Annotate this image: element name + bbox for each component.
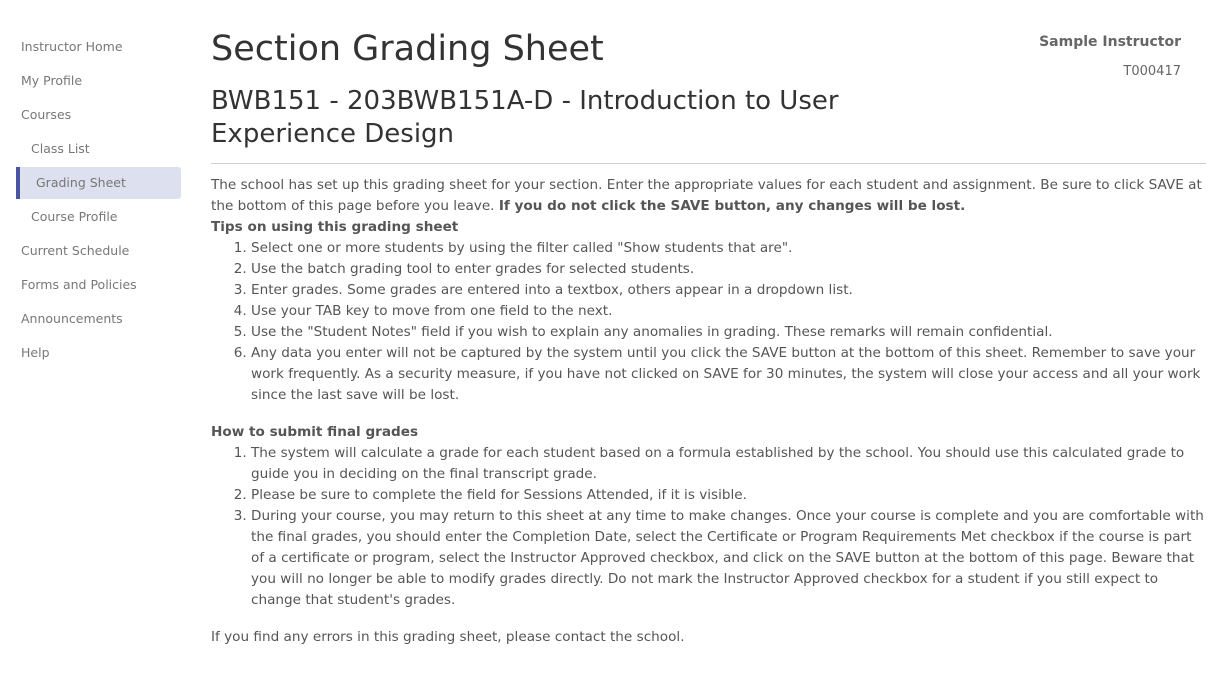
course-title: BWB151 - 203BWB151A-D - Introduction to User Experience Design [211, 86, 839, 149]
list-item: 1. Select one or more students by using the filter called "Show students that are". [251, 238, 1206, 259]
sidebar-item-grading-sheet[interactable]: Grading Sheet [16, 167, 181, 199]
sidebar-nav [16, 30, 181, 370]
list-item: 3. During your course, you may return to this sheet at any time to make changes. Once your course is complete and you are comfortable with the final grades, you should enter the Completion Date, select the Certificate or Program Requirements Met checkbox if the course is part of a certificate or program, select the Instructor Approved checkbox, and click on the SAVE button at the bottom of this page. Beware that you will no longer be able to modify grades directly. Do not mark the Instructor Approved checkbox for a student if you still expect to change that student's grades. [251, 506, 1206, 611]
list-item: 2. Please be sure to complete the field for Sessions Attended, if it is visible. [251, 485, 1206, 506]
instructions [211, 175, 1206, 648]
user-info [1039, 32, 1181, 81]
user-name: Sample Instructor [1039, 34, 1181, 50]
sidebar-item-course-profile[interactable]: Course Profile [31, 209, 118, 224]
sidebar-item-my-profile[interactable]: My Profile [21, 73, 83, 88]
list-item: 4. Use your TAB key to move from one field to the next. [251, 301, 1206, 322]
sidebar-item-class-list[interactable]: Class List [31, 141, 90, 156]
user-id: T000417 [1123, 64, 1181, 79]
intro-warning: If you do not click the SAVE button, any changes will be lost. [498, 198, 966, 214]
list-item: 5. Use the "Student Notes" field if you wish to explain any anomalies in grading. These remarks will remain confidential. [251, 322, 1206, 343]
list-item: 1. The system will calculate a grade for each student based on a formula established by the school. You should use this calculated grade to guide you in deciding on the final transcript grade. [251, 443, 1206, 485]
sidebar-item-courses[interactable]: Courses [21, 107, 72, 122]
sidebar-item-announcements[interactable]: Announcements [21, 311, 123, 326]
tips-list [211, 238, 1206, 406]
submit-heading: How to submit final grades [211, 424, 419, 440]
list-item: 6. Any data you enter will not be captured by the system until you click the SAVE button at the bottom of this sheet. Remember to save your work frequently. As a security measure, if you have not clicked on SAVE for 30 minutes, the system will close your access and all your work since the last save will be lost. [251, 343, 1206, 406]
sidebar-item-current-schedule[interactable]: Current Schedule [21, 243, 130, 258]
submit-steps-list [211, 443, 1206, 611]
intro-text: The school has set up this grading sheet for your section. Enter the appropriate values for each student and assignment. Be sure to click SAVE at the bottom of this page before you leave. [211, 177, 1202, 214]
tips-heading: Tips on using this grading sheet [211, 219, 459, 235]
page-title: Section Grading Sheet [211, 29, 604, 69]
header-divider [211, 163, 1206, 164]
sidebar-item-instructor-home[interactable]: Instructor Home [21, 39, 123, 54]
sidebar-item-help[interactable]: Help [21, 345, 50, 360]
intro-paragraph [211, 175, 1206, 217]
list-item: 2. Use the batch grading tool to enter grades for selected students. [251, 259, 1206, 280]
footer-text: If you find any errors in this grading sheet, please contact the school. [211, 629, 685, 645]
sidebar-item-forms-and-policies[interactable]: Forms and Policies [21, 277, 137, 292]
list-item: 3. Enter grades. Some grades are entered into a textbox, others appear in a dropdown list. [251, 280, 1206, 301]
